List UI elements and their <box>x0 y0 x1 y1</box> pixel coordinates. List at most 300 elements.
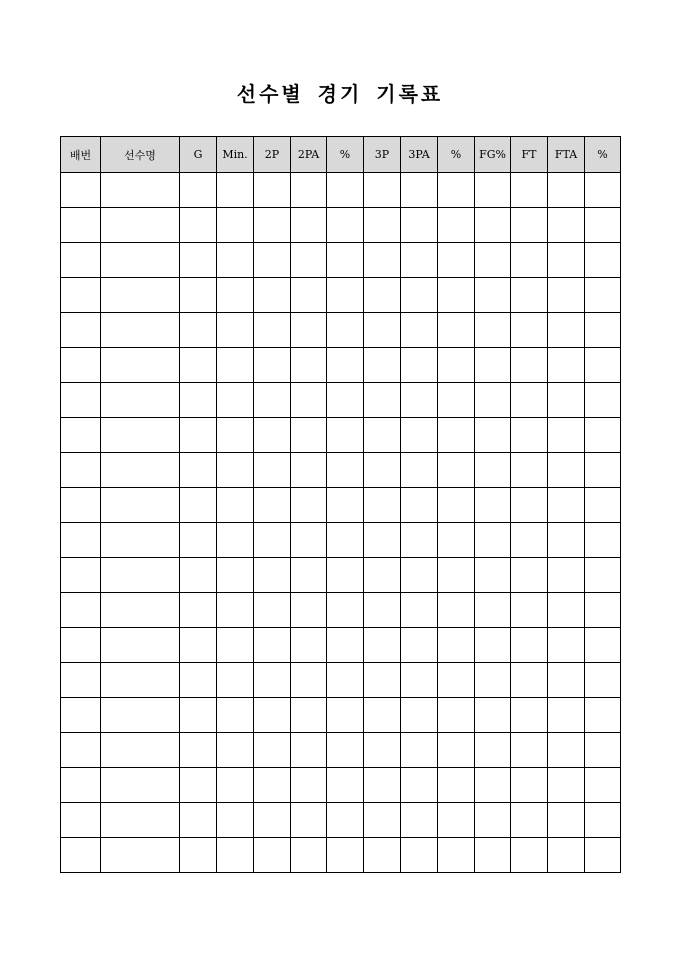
table-cell[interactable] <box>61 838 101 873</box>
table-cell[interactable] <box>438 488 475 523</box>
table-cell[interactable] <box>438 768 475 803</box>
table-cell[interactable] <box>61 523 101 558</box>
table-cell[interactable] <box>61 628 101 663</box>
table-cell[interactable] <box>291 348 327 383</box>
table-cell[interactable] <box>101 838 180 873</box>
table-cell[interactable] <box>401 558 438 593</box>
table-cell[interactable] <box>364 383 401 418</box>
table-cell[interactable] <box>585 243 621 278</box>
table-cell[interactable] <box>475 488 511 523</box>
table-cell[interactable] <box>364 348 401 383</box>
table-cell[interactable] <box>291 593 327 628</box>
table-cell[interactable] <box>180 698 217 733</box>
table-cell[interactable] <box>180 523 217 558</box>
table-cell[interactable] <box>101 523 180 558</box>
table-cell[interactable] <box>438 348 475 383</box>
table-cell[interactable] <box>585 348 621 383</box>
table-cell[interactable] <box>548 663 585 698</box>
table-cell[interactable] <box>364 313 401 348</box>
table-cell[interactable] <box>511 733 548 768</box>
table-cell[interactable] <box>511 558 548 593</box>
table-cell[interactable] <box>217 383 254 418</box>
table-cell[interactable] <box>401 838 438 873</box>
table-cell[interactable] <box>254 418 291 453</box>
table-cell[interactable] <box>548 768 585 803</box>
table-cell[interactable] <box>291 768 327 803</box>
table-row <box>61 838 621 873</box>
table-cell[interactable] <box>401 488 438 523</box>
table-cell[interactable] <box>511 173 548 208</box>
table-row <box>61 278 621 313</box>
table-cell[interactable] <box>327 733 364 768</box>
table-cell[interactable] <box>364 523 401 558</box>
table-cell[interactable] <box>254 838 291 873</box>
table-cell[interactable] <box>401 698 438 733</box>
table-cell[interactable] <box>180 803 217 838</box>
table-cell[interactable] <box>511 488 548 523</box>
table-row <box>61 383 621 418</box>
table-cell[interactable] <box>511 593 548 628</box>
table-cell[interactable] <box>438 698 475 733</box>
table-cell[interactable] <box>364 803 401 838</box>
table-cell[interactable] <box>585 173 621 208</box>
table-cell[interactable] <box>180 313 217 348</box>
table-cell[interactable] <box>327 593 364 628</box>
table-cell[interactable] <box>180 663 217 698</box>
table-cell[interactable] <box>511 313 548 348</box>
table-cell[interactable] <box>475 348 511 383</box>
table-cell[interactable] <box>548 418 585 453</box>
table-cell[interactable] <box>327 488 364 523</box>
table-cell[interactable] <box>291 663 327 698</box>
table-cell[interactable] <box>291 523 327 558</box>
table-cell[interactable] <box>511 243 548 278</box>
table-cell[interactable] <box>438 803 475 838</box>
table-cell[interactable] <box>327 663 364 698</box>
table-cell[interactable] <box>180 243 217 278</box>
table-cell[interactable] <box>475 313 511 348</box>
table-cell[interactable] <box>548 313 585 348</box>
table-cell[interactable] <box>438 628 475 663</box>
table-cell[interactable] <box>254 453 291 488</box>
table-cell[interactable] <box>475 628 511 663</box>
table-cell[interactable] <box>475 733 511 768</box>
table-cell[interactable] <box>101 663 180 698</box>
table-cell[interactable] <box>217 558 254 593</box>
table-cell[interactable] <box>401 278 438 313</box>
table-cell[interactable] <box>438 243 475 278</box>
table-cell[interactable] <box>254 313 291 348</box>
table-cell[interactable] <box>585 698 621 733</box>
table-cell[interactable] <box>511 418 548 453</box>
table-cell[interactable] <box>101 488 180 523</box>
table-cell[interactable] <box>101 278 180 313</box>
table-cell[interactable] <box>548 243 585 278</box>
table-cell[interactable] <box>401 663 438 698</box>
table-cell[interactable] <box>61 733 101 768</box>
table-cell[interactable] <box>438 523 475 558</box>
column-header-fg-percent: FG% <box>475 137 511 173</box>
table-cell[interactable] <box>291 558 327 593</box>
table-cell[interactable] <box>401 313 438 348</box>
table-cell[interactable] <box>61 313 101 348</box>
table-cell[interactable] <box>511 348 548 383</box>
table-cell[interactable] <box>475 208 511 243</box>
table-cell[interactable] <box>475 768 511 803</box>
table-cell[interactable] <box>291 488 327 523</box>
table-cell[interactable] <box>61 348 101 383</box>
table-row <box>61 173 621 208</box>
table-cell[interactable] <box>438 383 475 418</box>
table-cell[interactable] <box>364 453 401 488</box>
table-cell[interactable] <box>61 698 101 733</box>
table-cell[interactable] <box>217 418 254 453</box>
column-header-games: G <box>180 137 217 173</box>
table-row <box>61 733 621 768</box>
table-cell[interactable] <box>217 348 254 383</box>
table-cell[interactable] <box>61 243 101 278</box>
table-cell[interactable] <box>217 698 254 733</box>
table-cell[interactable] <box>217 278 254 313</box>
table-cell[interactable] <box>327 453 364 488</box>
table-cell[interactable] <box>291 733 327 768</box>
table-cell[interactable] <box>327 628 364 663</box>
table-cell[interactable] <box>217 313 254 348</box>
table-cell[interactable] <box>364 243 401 278</box>
table-cell[interactable] <box>548 173 585 208</box>
table-cell[interactable] <box>291 803 327 838</box>
table-cell[interactable] <box>475 383 511 418</box>
table-cell[interactable] <box>254 663 291 698</box>
column-header-2pa: 2PA <box>291 137 327 173</box>
table-cell[interactable] <box>217 243 254 278</box>
table-cell[interactable] <box>61 593 101 628</box>
table-cell[interactable] <box>548 733 585 768</box>
table-cell[interactable] <box>438 453 475 488</box>
table-cell[interactable] <box>327 243 364 278</box>
table-cell[interactable] <box>291 838 327 873</box>
table-cell[interactable] <box>217 523 254 558</box>
table-cell[interactable] <box>327 838 364 873</box>
table-cell[interactable] <box>511 698 548 733</box>
table-cell[interactable] <box>364 838 401 873</box>
table-cell[interactable] <box>254 348 291 383</box>
table-cell[interactable] <box>254 733 291 768</box>
table-cell[interactable] <box>475 838 511 873</box>
table-cell[interactable] <box>511 663 548 698</box>
table-cell[interactable] <box>101 383 180 418</box>
table-cell[interactable] <box>364 208 401 243</box>
table-cell[interactable] <box>101 558 180 593</box>
table-cell[interactable] <box>475 523 511 558</box>
table-cell[interactable] <box>548 803 585 838</box>
table-cell[interactable] <box>217 663 254 698</box>
table-cell[interactable] <box>61 768 101 803</box>
table-cell[interactable] <box>180 593 217 628</box>
table-cell[interactable] <box>401 523 438 558</box>
table-cell[interactable] <box>327 348 364 383</box>
table-cell[interactable] <box>180 383 217 418</box>
table-cell[interactable] <box>291 278 327 313</box>
table-cell[interactable] <box>180 278 217 313</box>
table-cell[interactable] <box>254 523 291 558</box>
table-cell[interactable] <box>585 208 621 243</box>
table-cell[interactable] <box>180 838 217 873</box>
table-cell[interactable] <box>364 663 401 698</box>
table-cell[interactable] <box>401 418 438 453</box>
table-cell[interactable] <box>254 558 291 593</box>
table-cell[interactable] <box>438 278 475 313</box>
table-cell[interactable] <box>291 418 327 453</box>
table-cell[interactable] <box>438 558 475 593</box>
table-cell[interactable] <box>401 208 438 243</box>
page-title: 선수별 경기 기록표 <box>236 82 444 106</box>
table-cell[interactable] <box>548 348 585 383</box>
table-cell[interactable] <box>364 173 401 208</box>
table-cell[interactable] <box>548 698 585 733</box>
table-cell[interactable] <box>101 453 180 488</box>
table-cell[interactable] <box>475 663 511 698</box>
table-cell[interactable] <box>475 558 511 593</box>
table-cell[interactable] <box>585 523 621 558</box>
table-cell[interactable] <box>327 278 364 313</box>
table-cell[interactable] <box>101 733 180 768</box>
table-cell[interactable] <box>401 243 438 278</box>
table-cell[interactable] <box>401 628 438 663</box>
table-cell[interactable] <box>327 313 364 348</box>
table-cell[interactable] <box>61 418 101 453</box>
table-cell[interactable] <box>475 698 511 733</box>
table-cell[interactable] <box>401 348 438 383</box>
table-cell[interactable] <box>401 768 438 803</box>
table-cell[interactable] <box>364 628 401 663</box>
table-cell[interactable] <box>101 313 180 348</box>
table-cell[interactable] <box>327 523 364 558</box>
table-cell[interactable] <box>101 208 180 243</box>
table-cell[interactable] <box>364 278 401 313</box>
table-cell[interactable] <box>585 418 621 453</box>
table-cell[interactable] <box>254 803 291 838</box>
table-cell[interactable] <box>401 453 438 488</box>
table-cell[interactable] <box>585 558 621 593</box>
table-cell[interactable] <box>254 243 291 278</box>
table-cell[interactable] <box>254 593 291 628</box>
table-cell[interactable] <box>254 628 291 663</box>
table-cell[interactable] <box>585 838 621 873</box>
table-cell[interactable] <box>511 628 548 663</box>
table-cell[interactable] <box>327 768 364 803</box>
table-cell[interactable] <box>511 838 548 873</box>
table-cell[interactable] <box>61 488 101 523</box>
table-cell[interactable] <box>585 313 621 348</box>
column-header-minutes: Min. <box>217 137 254 173</box>
table-cell[interactable] <box>327 558 364 593</box>
table-cell[interactable] <box>364 768 401 803</box>
table-cell[interactable] <box>254 768 291 803</box>
table-cell[interactable] <box>180 558 217 593</box>
table-cell[interactable] <box>61 208 101 243</box>
table-cell[interactable] <box>438 733 475 768</box>
column-header-3pa: 3PA <box>401 137 438 173</box>
table-cell[interactable] <box>180 208 217 243</box>
table-cell[interactable] <box>475 418 511 453</box>
table-cell[interactable] <box>401 383 438 418</box>
table-cell[interactable] <box>217 208 254 243</box>
table-cell[interactable] <box>511 768 548 803</box>
table-cell[interactable] <box>61 383 101 418</box>
table-cell[interactable] <box>438 173 475 208</box>
table-cell[interactable] <box>548 453 585 488</box>
table-cell[interactable] <box>101 348 180 383</box>
table-cell[interactable] <box>548 278 585 313</box>
table-cell[interactable] <box>548 558 585 593</box>
table-cell[interactable] <box>327 383 364 418</box>
table-cell[interactable] <box>291 383 327 418</box>
table-cell[interactable] <box>475 803 511 838</box>
table-cell[interactable] <box>254 698 291 733</box>
table-cell[interactable] <box>475 453 511 488</box>
table-cell[interactable] <box>101 698 180 733</box>
table-cell[interactable] <box>438 313 475 348</box>
table-cell[interactable] <box>438 208 475 243</box>
table-cell[interactable] <box>61 558 101 593</box>
table-cell[interactable] <box>401 733 438 768</box>
table-cell[interactable] <box>217 488 254 523</box>
table-cell[interactable] <box>291 208 327 243</box>
table-cell[interactable] <box>585 383 621 418</box>
table-cell[interactable] <box>217 173 254 208</box>
table-cell[interactable] <box>438 593 475 628</box>
table-cell[interactable] <box>364 698 401 733</box>
table-cell[interactable] <box>364 593 401 628</box>
table-cell[interactable] <box>61 453 101 488</box>
table-cell[interactable] <box>548 208 585 243</box>
table-cell[interactable] <box>585 663 621 698</box>
table-cell[interactable] <box>291 313 327 348</box>
table-cell[interactable] <box>217 593 254 628</box>
column-header-3p-percent: % <box>438 137 475 173</box>
table-cell[interactable] <box>364 418 401 453</box>
table-cell[interactable] <box>101 173 180 208</box>
table-cell[interactable] <box>101 418 180 453</box>
table-cell[interactable] <box>254 173 291 208</box>
table-cell[interactable] <box>438 838 475 873</box>
table-cell[interactable] <box>438 663 475 698</box>
table-cell[interactable] <box>585 803 621 838</box>
table-cell[interactable] <box>475 278 511 313</box>
table-cell[interactable] <box>217 768 254 803</box>
table-cell[interactable] <box>101 593 180 628</box>
table-cell[interactable] <box>180 348 217 383</box>
table-cell[interactable] <box>291 453 327 488</box>
table-cell[interactable] <box>511 208 548 243</box>
table-cell[interactable] <box>254 278 291 313</box>
table-cell[interactable] <box>548 838 585 873</box>
column-header-number: 배번 <box>61 137 101 173</box>
table-cell[interactable] <box>291 628 327 663</box>
table-cell[interactable] <box>217 628 254 663</box>
table-cell[interactable] <box>364 488 401 523</box>
table-cell[interactable] <box>327 173 364 208</box>
table-cell[interactable] <box>585 628 621 663</box>
table-cell[interactable] <box>585 593 621 628</box>
table-cell[interactable] <box>254 488 291 523</box>
table-cell[interactable] <box>511 523 548 558</box>
table-row <box>61 768 621 803</box>
table-cell[interactable] <box>511 383 548 418</box>
table-cell[interactable] <box>364 733 401 768</box>
table-cell[interactable] <box>180 733 217 768</box>
column-header-2p: 2P <box>254 137 291 173</box>
table-cell[interactable] <box>585 453 621 488</box>
table-cell[interactable] <box>364 558 401 593</box>
table-cell[interactable] <box>548 593 585 628</box>
table-cell[interactable] <box>180 418 217 453</box>
table-cell[interactable] <box>217 838 254 873</box>
table-cell[interactable] <box>548 488 585 523</box>
table-cell[interactable] <box>101 628 180 663</box>
table-cell[interactable] <box>327 208 364 243</box>
table-cell[interactable] <box>291 698 327 733</box>
table-cell[interactable] <box>327 418 364 453</box>
column-header-2p-percent: % <box>327 137 364 173</box>
table-cell[interactable] <box>475 173 511 208</box>
table-cell[interactable] <box>291 173 327 208</box>
table-cell[interactable] <box>217 733 254 768</box>
table-cell[interactable] <box>180 488 217 523</box>
table-cell[interactable] <box>180 173 217 208</box>
table-row <box>61 698 621 733</box>
table-cell[interactable] <box>61 803 101 838</box>
table-cell[interactable] <box>101 803 180 838</box>
table-cell[interactable] <box>180 453 217 488</box>
table-row <box>61 453 621 488</box>
table-cell[interactable] <box>401 173 438 208</box>
table-cell[interactable] <box>217 453 254 488</box>
header-row <box>61 137 621 173</box>
table-cell[interactable] <box>401 803 438 838</box>
table-cell[interactable] <box>585 733 621 768</box>
table-cell[interactable] <box>585 768 621 803</box>
table-cell[interactable] <box>401 593 438 628</box>
table-cell[interactable] <box>180 628 217 663</box>
table-cell[interactable] <box>475 593 511 628</box>
table-cell[interactable] <box>101 768 180 803</box>
table-cell[interactable] <box>548 523 585 558</box>
table-cell[interactable] <box>291 243 327 278</box>
table-cell[interactable] <box>327 803 364 838</box>
table-cell[interactable] <box>548 628 585 663</box>
table-cell[interactable] <box>254 208 291 243</box>
table-cell[interactable] <box>548 383 585 418</box>
table-cell[interactable] <box>61 663 101 698</box>
table-cell[interactable] <box>585 278 621 313</box>
table-cell[interactable] <box>180 768 217 803</box>
table-cell[interactable] <box>511 453 548 488</box>
table-row <box>61 523 621 558</box>
table-cell[interactable] <box>327 698 364 733</box>
table-cell[interactable] <box>438 418 475 453</box>
table-cell[interactable] <box>101 243 180 278</box>
table-cell[interactable] <box>475 243 511 278</box>
table-cell[interactable] <box>61 278 101 313</box>
table-cell[interactable] <box>511 278 548 313</box>
table-cell[interactable] <box>217 803 254 838</box>
table-cell[interactable] <box>61 173 101 208</box>
table-cell[interactable] <box>585 488 621 523</box>
table-cell[interactable] <box>254 383 291 418</box>
table-cell[interactable] <box>511 803 548 838</box>
